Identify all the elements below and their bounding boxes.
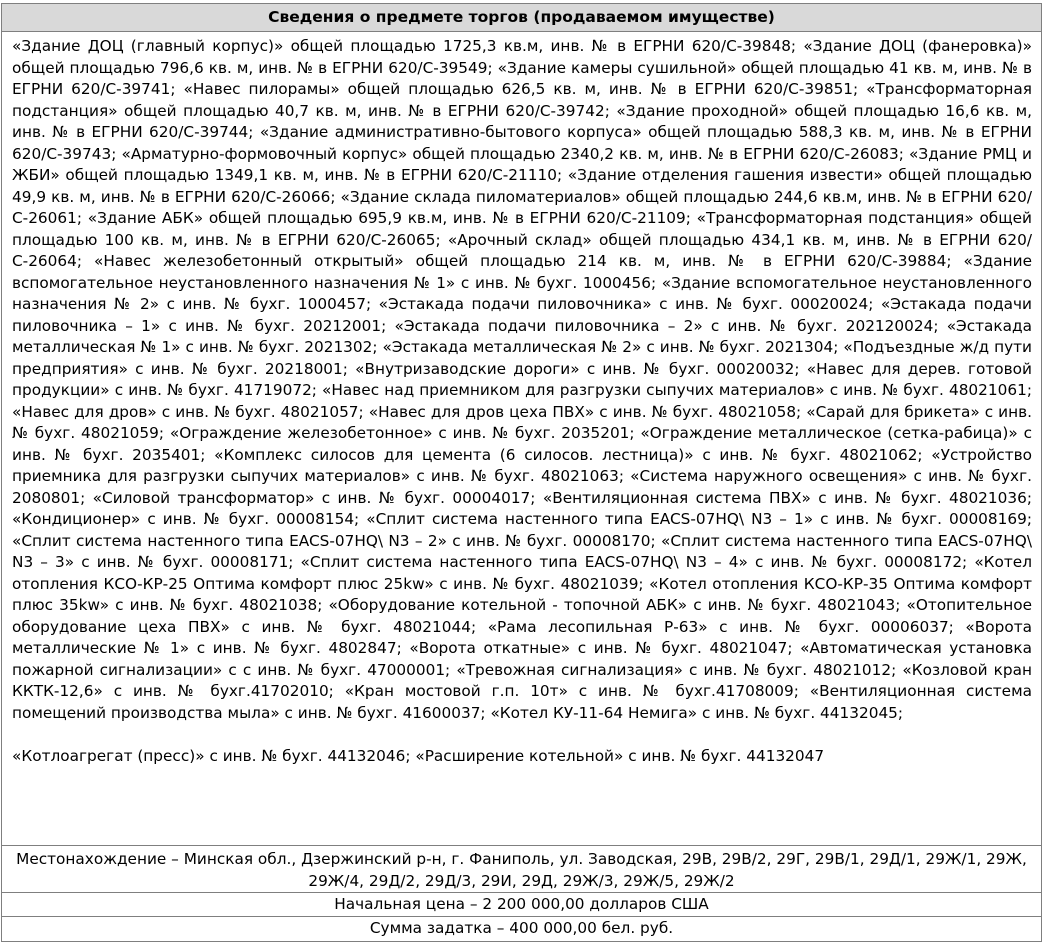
deposit-row: Сумма задатка – 400 000,00 бел. руб. xyxy=(369,919,674,937)
table-header: Сведения о предмете торгов (продаваемом имуществе) xyxy=(2,4,1041,32)
property-description: «Здание ДОЦ (главный корпус)» общей площадью 1725,3 кв.м, инв. № в ЕГРНИ 620/С-39848; «Здание ДОЦ (фанеровка)» общей площадью 796,6 кв. м, инв. № в ЕГРНИ 620/С-39549; «Здание камеры сушильной» общей площадью 41 кв. м, инв. № в ЕГРНИ 620/С-39741; «Навес пилорамы» общей площадью 626,5 кв. м, инв. № в ЕГРНИ 620/С-39851; «Трансформаторная подстанция» общей площадью 40,7 кв. м, инв. № в ЕГРНИ 620/С-39742; «Здание проходной» общей площадью 16,6 кв. м, инв. № в ЕГРНИ 620/С-39744; «Здание административно-бытового корпуса» общей площадью 588,3 кв. м, инв. № в ЕГРНИ 620/С-39743; «Арматурно-формовочный корпус» общей площадью 2340,2 кв. м, инв. № в ЕГРНИ 620/С-26083; «Здание РМЦ и ЖБИ» общей площадью 1349,1 кв. м, инв. № в ЕГРНИ 620/С-21110; «Здание отделения гашения извести» общей площадью 49,9 кв. м, инв. № в ЕГРНИ 620/С-26066; «Здание склада пиломатериалов» общей площадью 244,6 кв.м, инв. № в ЕГРНИ 620/С-26061; «Здание АБК» общей площадью 695,9 кв.м, инв. № в ЕГРНИ 620/С-21109; «Трансформаторная подстанция» общей площадью 100 кв. м, инв. № в ЕГРНИ 620/С-26065; «Арочный склад» общей площадью 434,1 кв. м, инв. № в ЕГРНИ 620/С-26064; «Навес железобетонный открытый» общей площадью 214 кв. м, инв. № в ЕГРНИ 620/С-39884; «Здание вспомогательное неустановленного назначения № 1» с инв. № бухг. 1000456; «Здание вспомогательное неустановленного назначения № 2» с инв. № бухг. 1000457; «Эстакада подачи пиловочника» с инв. № бухг. 00020024; «Эстакада подачи пиловочника – 1» с инв. № бухг. 20212001; «Эстакада подачи пиловочника – 2» с инв. № бухг. 202120024; «Эстакада металлическая № 1» с инв. № бухг. 2021302; «Эстакада металлическая № 2» с инв. № бухг. 2021304; «Подъездные ж/д пути предприятия» с инв. № бухг. 20218001; «Внутризаводские дороги» с инв. № бухг. 00020032; «Навес для дерев. готовой продукции» с инв. № бухг. 41719072; «Навес над приемником для разгрузки сыпучих материалов» с инв. № бухг. 48021061; «Навес для дров» с инв. № бухг. 48021057; «Навес для дров цеха ПВХ» с инв. № бухг. 48021058; «Сарай для брикета» с инв. № бухг. 48021059; «Ограждение железобетонное» с инв. № бухг. 2035201; «Ограждение металлическое (сетка-рабица)» с инв. № бухг. 2035401; «Комплекс силосов для цемента (6 силосов. лестница)» с инв. № бухг. 48021062; «Устройство приемника для разгрузки сыпучих материалов» с инв. № бухг. 48021063; «Система наружного освещения» с инв. № бухг. 2080801; «Силовой трансформатор» с инв. № бухг. 00004017; «Вентиляционная система ПВХ» с инв. № бухг. 48021036; «Кондиционер» с инв. № бухг. 00008154; «Сплит система настенного типа EACS-07HQ\ N3 – 1» с инв. № бухг. 00008169; «Сплит система настенного типа EACS-07HQ\ N3 – 2» с инв. № бухг. 00008170; «Сплит система настенного типа EACS-07HQ\ N3 – 3» с инв. № бухг. 00008171; «Сплит система настенного типа EACS-07HQ\ N3 – 4» с инв. № бухг. 00008172; «Котел отопления КСО-КР-25 Оптима комфорт плюс 25kw» с инв. № бухг. 48021039; «Котел отопления КСО-КР-35 Оптима комфорт плюс 35kw» с инв. № бухг. 48021038; «Оборудование котельной - топочной АБК» с инв. № бухг. 48021043; «Отопительное оборудование цеха ПВХ» с инв. № бухг. 48021044; «Рама лесопильная Р-63» с инв. № бухг. 00006037; «Ворота металлические № 1» с инв. № бухг. 4802847; «Ворота откатные» с инв. № бухг. 48021047; «Автоматическая установка пожарной сигнализации» с с инв. № бухг. 47000001; «Тревожная сигнализация» с инв. № бухг. 48021012; «Козловой кран ККТК-12,6» с инв. № бухг.41702010; «Кран мостовой г.п. 10т» с инв. № бухг.41708009; «Вентиляционная система помещений производства мыла» с инв. № бухг. 41600037; «Котел КУ-11-64 Немига» с инв. № бухг. 44132045; xyxy=(12,37,1032,722)
property-description-tail: «Котлоагрегат (пресс)» с инв. № бухг. 44132046; «Расширение котельной» с инв. № бухг. 44132047 xyxy=(12,746,825,765)
starting-price-row: Начальная цена – 2 200 000,00 долларов США xyxy=(2,893,1041,917)
property-description-cell xyxy=(2,32,1041,846)
location-row: Местонахождение – Минская обл., Дзержинский р-н, г. Фаниполь, ул. Заводская, 29В, 29В/2, 29Г, 29В/1, 29Д/1, 29Ж/1, 29Ж, 29Ж/4, 29Д/2, 29Д/3, 29И, 29Д, 29Ж/3, 29Ж/5, 29Ж/2 xyxy=(2,846,1041,893)
auction-lot-table xyxy=(1,3,1042,942)
